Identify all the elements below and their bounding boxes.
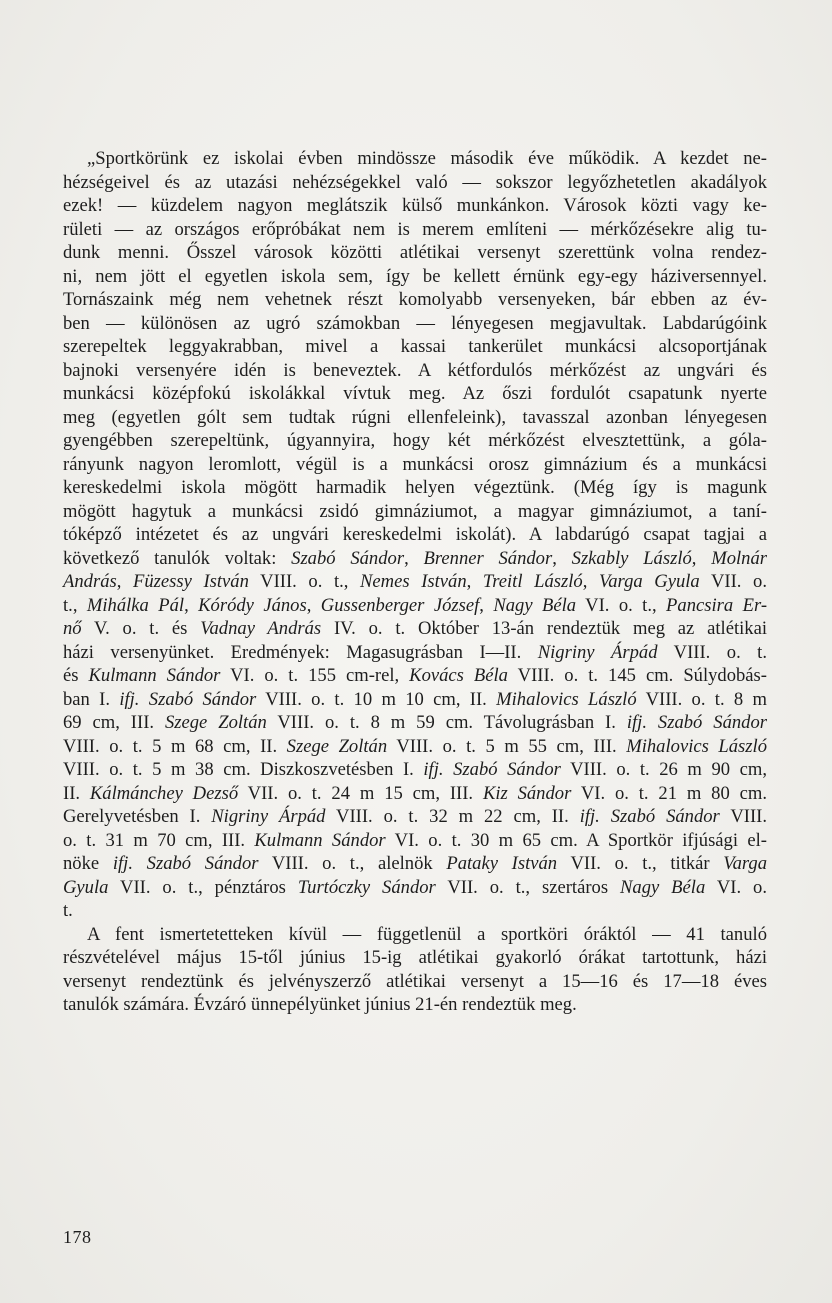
text-line: ni, nem jött el egyetlen iskola sem, így be kellett érnünk egy-egy háziversennyel. — [63, 265, 767, 287]
text-line: munkácsi középfokú iskolákkal vívtuk meg. Az őszi fordulót csapatunk nyerte — [63, 383, 767, 404]
text-line: részvételével május 15-től június 15-ig atlétikai gyakorló órákat tartottunk, házi — [63, 947, 767, 968]
text-line: Gerelyvetésben I. Nigriny Árpád VIII. o. t. 32 m 22 cm, II. ifj. Szabó Sándor VIII. — [63, 806, 768, 827]
text-line: ben — különösen az ugró számokban — lényegesen megjavultak. Labdarúgóink — [63, 312, 767, 334]
text-line: versenyt rendeztünk és jelvényszerző atlétikai versenyt a 15—16 és 17—18 éves — [63, 970, 767, 992]
text-line: 69 cm, III. Szege Zoltán VIII. o. t. 8 m 59 cm. Távolugrásban I. ifj. Szabó Sándor — [63, 712, 767, 733]
text-line: következő tanulók voltak: Szabó Sándor, Brenner Sándor, Szkably László, Molnár — [63, 547, 767, 569]
text-line: o. t. 31 m 70 cm, III. Kulmann Sándor VI. o. t. 30 m 65 cm. A Sportkör ifjúsági el- — [63, 829, 767, 851]
text-line: VIII. o. t. 5 m 38 cm. Diszkoszvetésben I. ifj. Szabó Sándor VIII. o. t. 26 m 90 cm, — [63, 759, 767, 780]
text-line: VIII. o. t. 5 m 68 cm, II. Szege Zoltán VIII. o. t. 5 m 55 cm, III. Mihalovics László — [63, 735, 767, 757]
text-line: kereskedelmi iskola mögött harmadik helyen végeztünk. (Még így is magunk — [63, 477, 767, 498]
text-line: András, Füzessy István VIII. o. t., Nemes István, Treitl László, Varga Gyula VII. o. — [63, 571, 768, 592]
text-line: nöke ifj. Szabó Sándor VIII. o. t., alelnök Pataky István VII. o. t., titkár Varga — [63, 853, 768, 874]
text-line: A fent ismertetetteken kívül — függetlenül a sportköri óráktól — 41 tanuló — [87, 923, 767, 945]
paragraph-sports-club — [63, 147, 767, 923]
text-line: gyengébben szerepeltünk, úgyannyira, hogy két mérkőzést elvesztettünk, a góla- — [63, 430, 767, 451]
text-line: tanulók számára. Évzáró ünnepélyünket június 21-én rendeztük meg. — [63, 994, 577, 1015]
text-line: mögött hagytuk a munkácsi zsidó gimnáziumot, a magyar gimnáziumot, a taní- — [63, 500, 767, 522]
text-line: és Kulmann Sándor VI. o. t. 155 cm-rel, Kovács Béla VIII. o. t. 145 cm. Súlydobás- — [63, 665, 767, 686]
text-line: ban I. ifj. Szabó Sándor VIII. o. t. 10 m 10 cm, II. Mihalovics László VIII. o. t. 8 m — [63, 688, 767, 710]
text-line: hézségeivel és az utazási nehézségekkel való — sokszor legyőzhetetlen akadályok — [63, 171, 767, 193]
text-line: Tornászaink még nem vehetnek részt komolyabb versenyeken, bár ebben az év- — [63, 289, 767, 310]
text-line: meg (egyetlen gólt sem tudtak rúgni ellenfeleink), tavasszal azonban lényegesen — [63, 406, 767, 428]
body-text — [63, 147, 767, 1017]
text-line: szerepeltek leggyakrabban, mivel a kassai tankerület munkácsi alcsoportjának — [63, 336, 767, 357]
text-line: II. Kálmánchey Dezső VII. o. t. 24 m 15 cm, III. Kiz Sándor VI. o. t. 21 m 80 cm. — [63, 782, 767, 804]
text-line: rületi — az országos erőpróbákat nem is merem említeni — mérkőzésekre alig tu- — [63, 218, 767, 240]
text-line: házi versenyünket. Eredmények: Magasugrásban I—II. Nigriny Árpád VIII. o. t. — [63, 641, 767, 663]
page-number: 178 — [63, 1227, 92, 1247]
text-line: t., Mihálka Pál, Kóródy János, Gussenberger József, Nagy Béla VI. o. t., Pancsira Er- — [63, 594, 768, 616]
text-line: „Sportkörünk ez iskolai évben mindössze második éve működik. A kezdet ne- — [87, 148, 767, 169]
text-line: rányunk nagyon leromlott, végül is a munkácsi orosz gimnázium és a munkácsi — [63, 453, 767, 475]
text-line: tóképző intézetet és az ungvári kereskedelmi iskolát). A labdarúgó csapat tagjai a — [63, 524, 767, 545]
text-line: ezek! — küzdelem nagyon meglátszik külső munkánkon. Városok közti vagy ke- — [63, 195, 767, 216]
text-line: nő V. o. t. és Vadnay András IV. o. t. Október 13-án rendeztük meg az atlétikai — [63, 618, 767, 639]
paragraph-athletics-practice — [63, 923, 767, 1017]
text-line: Gyula VII. o. t., pénztáros Turtóczky Sándor VII. o. t., szertáros Nagy Béla VI. o. — [63, 876, 767, 898]
text-line: bajnoki versenyére idén is beneveztek. A kétfordulós mérkőzést az ungvári és — [63, 359, 767, 381]
text-line: dunk menni. Ősszel városok közötti atlétikai versenyt szerettünk volna rendez- — [63, 242, 767, 263]
text-line: t. — [63, 900, 73, 921]
